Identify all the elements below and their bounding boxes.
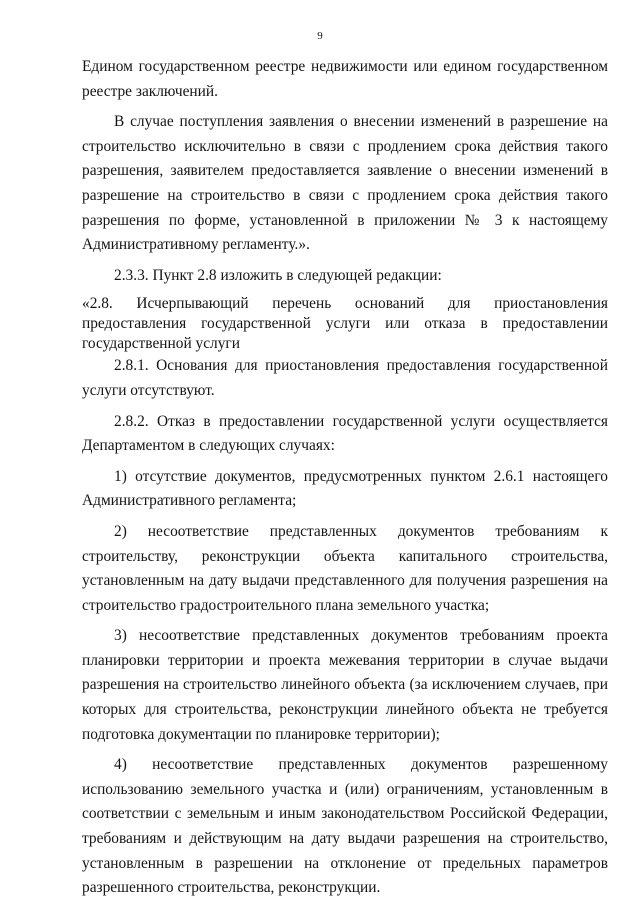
paragraph-registry-continuation: Едином государственном реестре недвижимости или едином государственном реестре заключений. bbox=[82, 58, 608, 100]
paragraph-extension-application: В случае поступления заявления о внесении изменений в разрешение на строительство исключительно в связи с продлением срока действия такого разрешения, заявителем предоставляется заявление о внесении изменений в разрешение на строительство в связи с продлением срока действия такого разрешения по форме, установленной в приложении № 3 к настоящему Административному регламенту.». bbox=[82, 113, 608, 254]
paragraph-clause-2-8-1: 2.8.1. Основания для приостановления предоставления государственной услуги отсутствуют. bbox=[82, 357, 608, 399]
paragraph-clause-2-8-2: 2.8.2. Отказ в предоставлении государственной услуги осуществляется Департаментом в следующих случаях: bbox=[82, 412, 608, 455]
list-item-3: 3) несоответствие представленных документов требованиям проекта планировки территории и проекта межевания территории в случае выдачи разрешения на строительство линейного объекта (за исключением случаев, при которых для строительства, реконструкции линейного объекта не требуется подготовка документации по планировке территории); bbox=[82, 627, 608, 743]
list-item-1: 1) отсутствие документов, предусмотренных пунктом 2.6.1 настоящего Административного регламента; bbox=[82, 467, 608, 510]
page-number: 9 bbox=[317, 30, 323, 42]
paragraph-clause-2-3-3: 2.3.3. Пункт 2.8 изложить в следующей редакции: bbox=[114, 266, 442, 284]
document-body bbox=[82, 55, 608, 901]
paragraph-section-2-8-heading: «2.8. Исчерпывающий перечень оснований для приостановления предоставления государственной услуги или отказа в предоставлении государственной услуги bbox=[82, 295, 608, 353]
list-item-2: 2) несоответствие представленных документов требованиям к строительству, реконструкции объекта капитального строительства, установленным на дату выдачи представленного для получения разрешения на строительство градостроительного плана земельного участка; bbox=[82, 522, 608, 614]
list-item-4: 4) несоответствие представленных документов разрешенному использованию земельного участка и (или) ограничениям, установленным в соответствии с земельным и иным законодательством Российской Федерации, требованиям и действующим на дату выдачи разрешения на строительство, установленным в разрешении на отклонение от предельных параметров разрешенного строительства, реконструкции. bbox=[82, 756, 608, 897]
